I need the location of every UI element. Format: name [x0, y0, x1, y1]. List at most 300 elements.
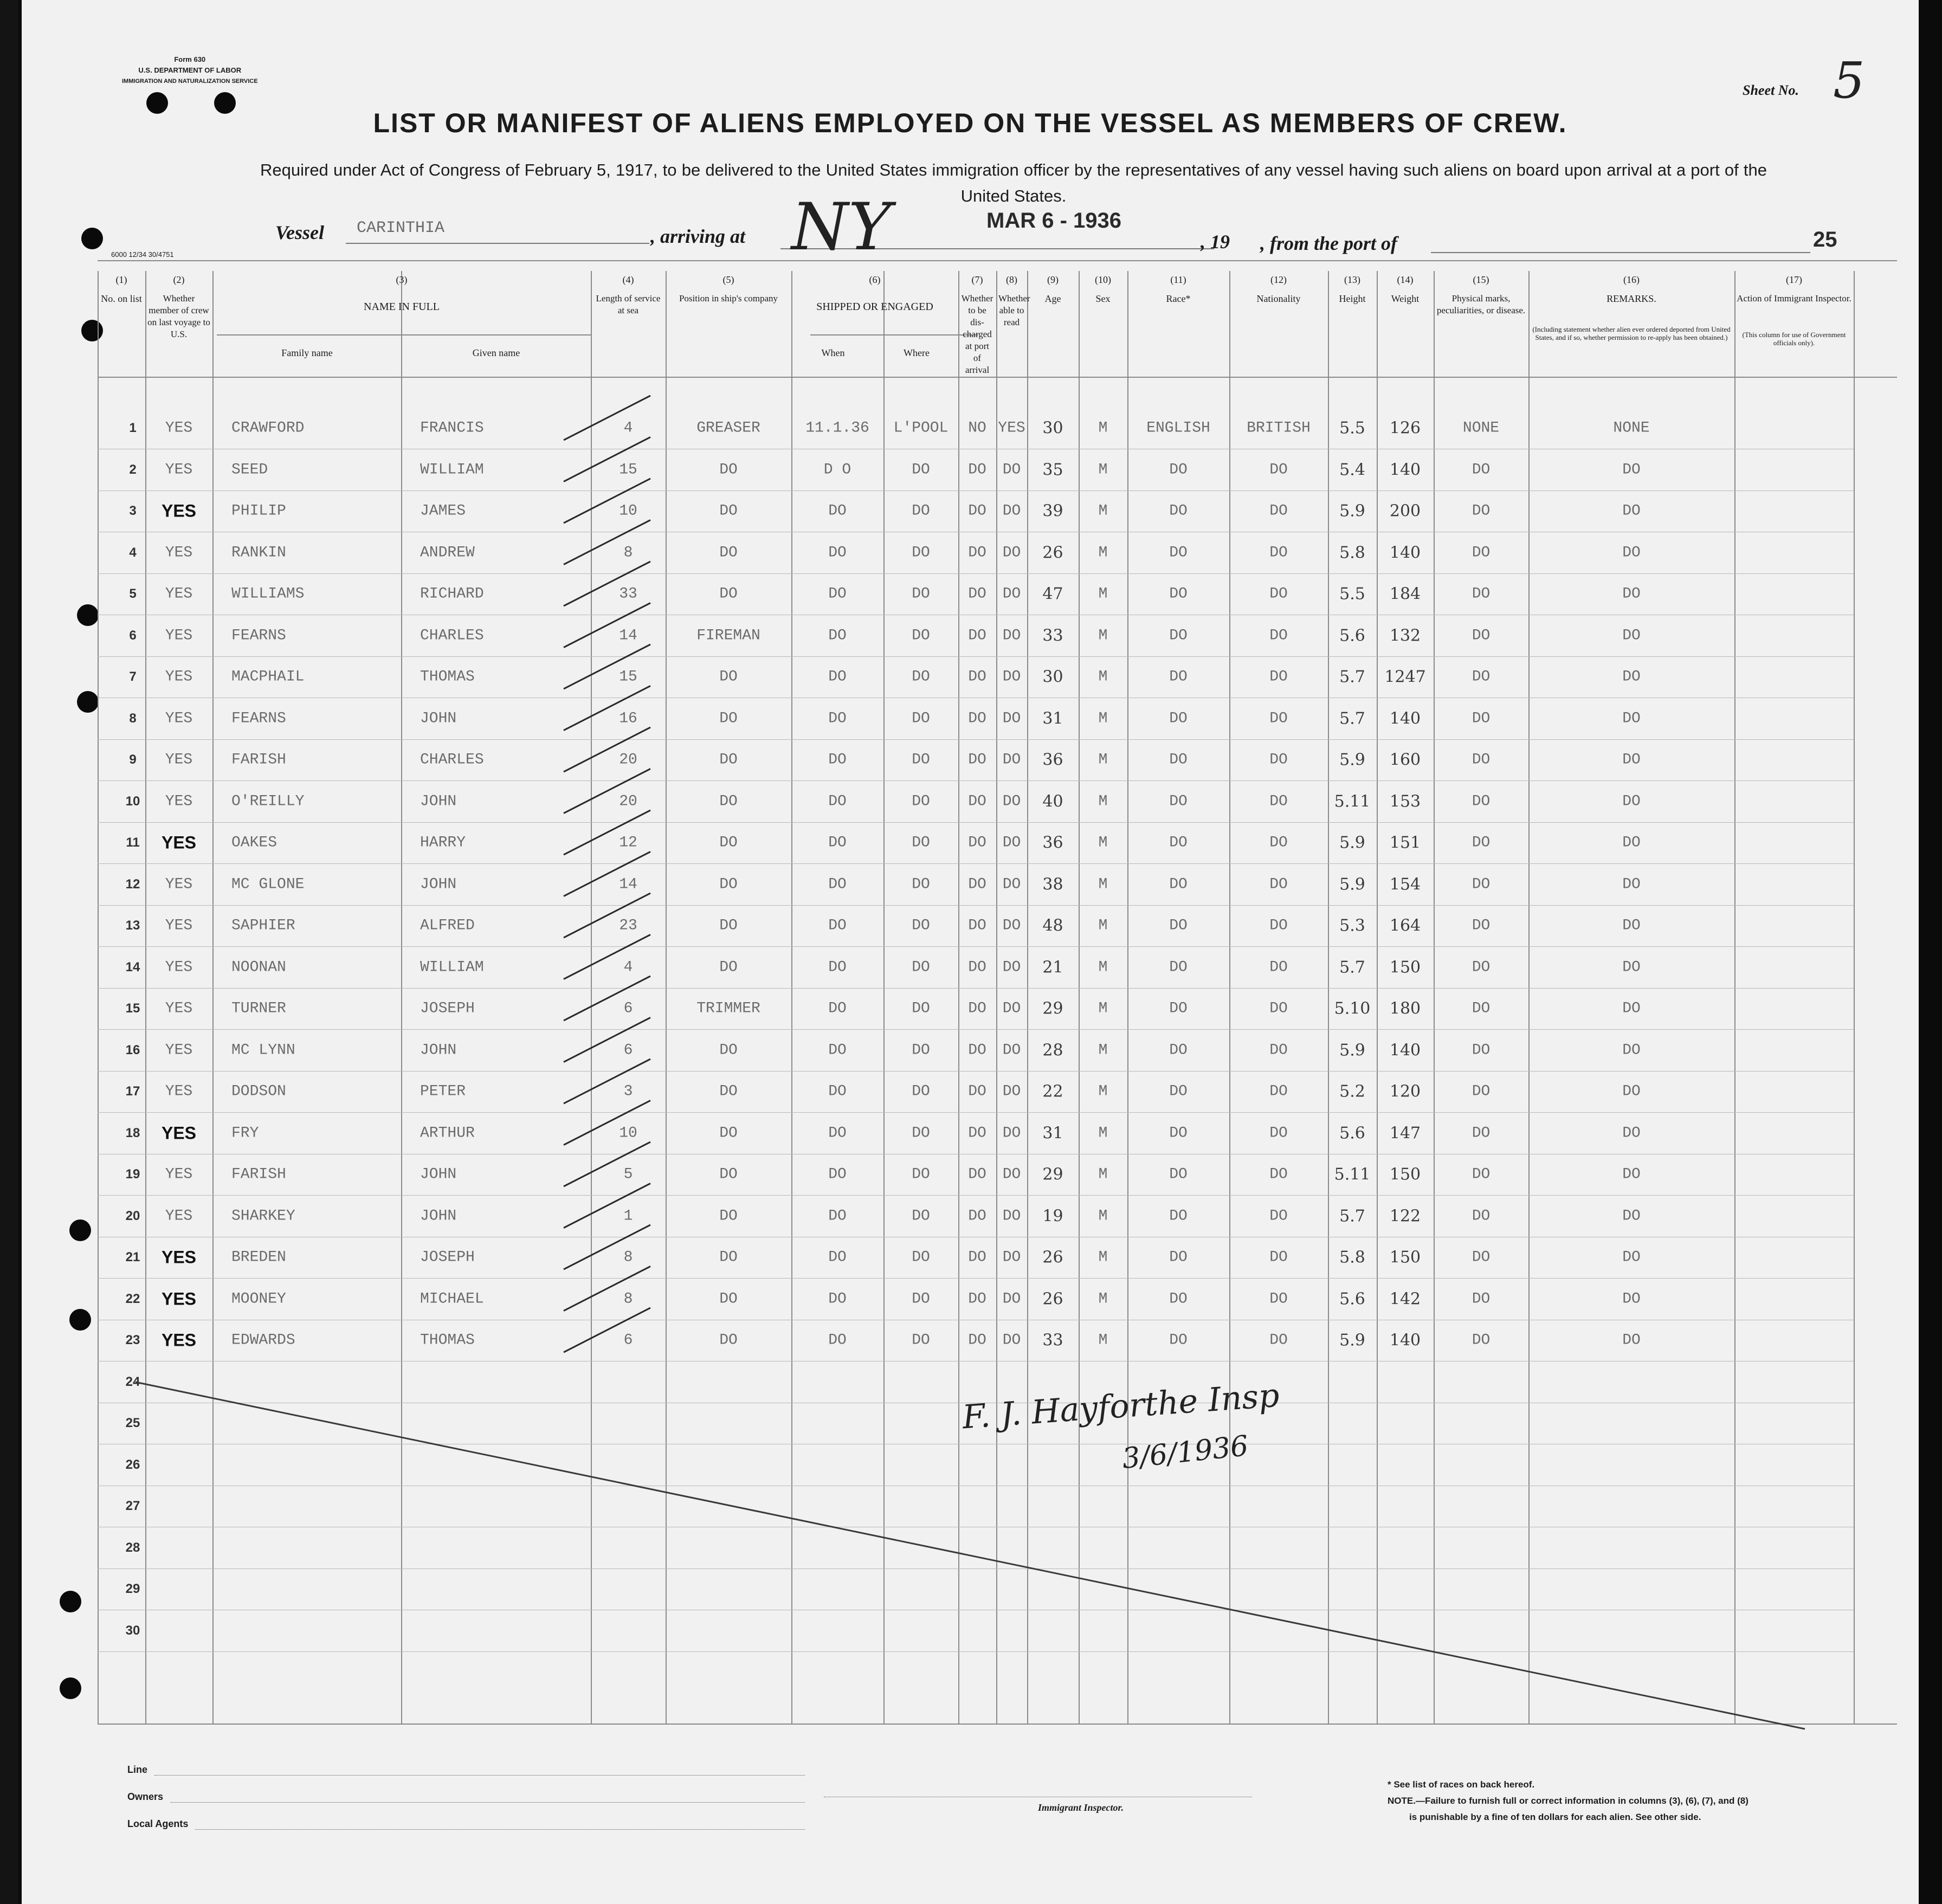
- cell-height: 5.9: [1339, 501, 1365, 521]
- cell-discharged: DO: [968, 1332, 986, 1349]
- cell-position: DO: [719, 1208, 738, 1224]
- row-number: 26: [125, 1457, 140, 1472]
- check-slash-mark: [564, 1267, 650, 1311]
- vessel-label: Vessel: [275, 222, 324, 243]
- cell-race: DO: [1169, 834, 1188, 851]
- department-name: U.S. DEPARTMENT OF LABOR: [138, 66, 242, 74]
- cell-nationality: DO: [1269, 917, 1288, 934]
- cell-age: 36: [1042, 833, 1063, 853]
- column-number: (11): [1170, 274, 1186, 285]
- cell-given: ARTHUR: [420, 1125, 475, 1141]
- cell-remarks: DO: [1622, 876, 1641, 893]
- cell-discharged: DO: [968, 917, 986, 934]
- cell-family: FARISH: [231, 1166, 286, 1183]
- cell-family: SEED: [231, 461, 268, 478]
- cell-where: DO: [912, 710, 930, 727]
- cell-when: DO: [828, 917, 847, 934]
- cell-read: DO: [1002, 461, 1021, 478]
- row-number: 13: [125, 918, 140, 933]
- cell-age: 26: [1042, 543, 1063, 562]
- column-label: Sex: [1095, 293, 1111, 304]
- column-number: (17): [1786, 274, 1802, 285]
- cell-discharged: DO: [968, 461, 986, 478]
- cell-service: 4: [623, 419, 633, 437]
- cell-family: RANKIN: [231, 544, 286, 561]
- cell-position: DO: [719, 585, 738, 603]
- cell-remarks: DO: [1622, 1042, 1641, 1059]
- cell-remarks: DO: [1622, 461, 1641, 478]
- page-subtitle: Required under Act of Congress of February 5, 1917, to be delivered to the United States immigration officer by the representatives of any vessel having such aliens on board upon arrival at a port of the United States.: [260, 160, 1767, 205]
- cell-race: ENGLISH: [1146, 419, 1210, 437]
- cell-weight: 164: [1389, 916, 1421, 935]
- inspector-signature: F. J. Hayforthe Insp: [961, 1376, 1281, 1437]
- column-label: Nationality: [1256, 293, 1301, 304]
- cell-sex: M: [1098, 627, 1108, 644]
- row-number: 11: [126, 835, 140, 850]
- cell-discharged: NO: [968, 419, 986, 437]
- cell-family: FEARNS: [231, 627, 286, 644]
- cell-family: FEARNS: [231, 710, 286, 727]
- cell-weight: 140: [1389, 543, 1421, 562]
- row-number: 7: [129, 669, 137, 684]
- cell-discharged: DO: [968, 710, 986, 727]
- column-note: (Including statement whether alien ever ordered deported from United States, and if so, whether permission to re-apply has been obtained.): [1532, 325, 1731, 341]
- cell-given: MICHAEL: [420, 1290, 484, 1307]
- cell-remarks: DO: [1622, 959, 1641, 976]
- cell-age: 36: [1042, 750, 1063, 770]
- cell-weight: 142: [1389, 1289, 1421, 1308]
- cell-position: DO: [719, 876, 738, 893]
- cell-crew: YES: [161, 1330, 197, 1350]
- cell-age: 33: [1042, 1331, 1063, 1350]
- cell-race: DO: [1169, 1249, 1188, 1266]
- cell-height: 5.3: [1339, 916, 1365, 935]
- cell-where: DO: [912, 917, 930, 934]
- cell-sex: M: [1098, 585, 1108, 603]
- cell-service: 20: [619, 793, 637, 810]
- cell-nationality: DO: [1269, 1249, 1288, 1266]
- cell-height: 5.8: [1339, 543, 1365, 562]
- cell-when: DO: [828, 544, 847, 561]
- cell-crew: YES: [165, 668, 193, 686]
- cell-remarks: DO: [1622, 668, 1641, 686]
- cell-read: DO: [1002, 1125, 1021, 1141]
- cell-position: FIREMAN: [696, 627, 760, 644]
- cell-given: JOHN: [420, 1042, 457, 1059]
- cell-when: DO: [828, 1332, 847, 1349]
- cell-age: 22: [1042, 1082, 1063, 1101]
- cell-given: JOHN: [420, 876, 457, 893]
- cell-sex: M: [1098, 876, 1108, 893]
- cell-given: RICHARD: [420, 585, 484, 603]
- local-agents-label: Local Agents: [127, 1818, 189, 1829]
- cell-where: DO: [912, 959, 930, 976]
- signature-date: 3/6/1936: [1120, 1429, 1250, 1476]
- cell-sex: M: [1098, 751, 1108, 769]
- cell-given: JOHN: [420, 1208, 457, 1224]
- cell-when: DO: [828, 1083, 847, 1100]
- cell-weight: 154: [1389, 875, 1421, 894]
- cell-race: DO: [1169, 1083, 1188, 1100]
- cell-where: DO: [912, 876, 930, 893]
- cell-service: 14: [619, 876, 637, 893]
- cell-marks: DO: [1472, 1125, 1491, 1141]
- cell-age: 39: [1042, 501, 1063, 521]
- cell-crew: YES: [165, 876, 193, 893]
- cell-discharged: DO: [968, 1042, 986, 1059]
- cell-family: MOONEY: [231, 1290, 286, 1307]
- cell-crew: YES: [161, 832, 197, 853]
- cell-remarks: DO: [1622, 1125, 1641, 1141]
- cell-weight: 160: [1389, 750, 1421, 770]
- cell-service: 1: [623, 1208, 633, 1224]
- cell-age: 30: [1042, 667, 1063, 687]
- cell-position: DO: [719, 502, 738, 520]
- cell-read: DO: [1002, 1208, 1021, 1224]
- cell-service: 6: [623, 1332, 633, 1349]
- cell-service: 8: [623, 1249, 633, 1266]
- cell-age: 29: [1042, 1165, 1063, 1184]
- cell-weight: 120: [1389, 1082, 1421, 1101]
- cell-sex: M: [1098, 834, 1108, 851]
- cell-read: DO: [1002, 917, 1021, 934]
- cell-where: DO: [912, 1083, 930, 1100]
- cell-remarks: DO: [1622, 834, 1641, 851]
- cell-remarks: DO: [1622, 627, 1641, 644]
- cell-position: DO: [719, 959, 738, 976]
- cell-crew: YES: [161, 1289, 197, 1308]
- cell-read: DO: [1002, 793, 1021, 810]
- cell-discharged: DO: [968, 1208, 986, 1224]
- row-number: 15: [125, 1001, 140, 1016]
- cell-nationality: DO: [1269, 1208, 1288, 1224]
- cell-age: 28: [1042, 1041, 1063, 1060]
- row-number: 23: [125, 1333, 140, 1347]
- cell-position: DO: [719, 793, 738, 810]
- row-number: 16: [125, 1042, 140, 1057]
- row-number: 12: [125, 876, 140, 892]
- column-number: (10): [1095, 274, 1111, 285]
- cell-nationality: BRITISH: [1247, 419, 1311, 437]
- cell-sex: M: [1098, 668, 1108, 686]
- row-number: 8: [129, 711, 137, 726]
- cell-where: DO: [912, 834, 930, 851]
- cell-marks: DO: [1472, 1208, 1491, 1224]
- cell-when: DO: [828, 1290, 847, 1307]
- penalty-note-2: is punishable by a fine of ten dollars for each alien. See other side.: [1409, 1812, 1701, 1822]
- cell-when: DO: [828, 959, 847, 976]
- cell-given: CHARLES: [420, 751, 484, 769]
- cell-crew: YES: [165, 585, 193, 603]
- cell-crew: YES: [165, 710, 193, 727]
- cell-height: 5.7: [1339, 958, 1365, 977]
- check-slash-mark: [564, 396, 650, 440]
- cell-where: DO: [912, 1249, 930, 1266]
- cell-when: DO: [828, 1125, 847, 1141]
- cell-position: DO: [719, 461, 738, 478]
- column-label: NAME IN FULL: [364, 301, 440, 313]
- cell-nationality: DO: [1269, 502, 1288, 520]
- cell-race: DO: [1169, 1208, 1188, 1224]
- cell-race: DO: [1169, 917, 1188, 934]
- cell-sex: M: [1098, 1332, 1108, 1349]
- row-number: 27: [125, 1499, 140, 1513]
- cell-crew: YES: [165, 419, 193, 437]
- cell-weight: 147: [1389, 1124, 1421, 1143]
- cell-weight: 150: [1389, 1165, 1421, 1184]
- cell-race: DO: [1169, 668, 1188, 686]
- cell-marks: DO: [1472, 544, 1491, 561]
- cell-sex: M: [1098, 793, 1108, 810]
- cell-family: SHARKEY: [231, 1208, 295, 1224]
- cell-discharged: DO: [968, 627, 986, 644]
- cell-discharged: DO: [968, 502, 986, 520]
- column-label: Whether able to read: [998, 293, 1030, 327]
- cell-nationality: DO: [1269, 959, 1288, 976]
- cell-weight: 126: [1389, 418, 1421, 438]
- cell-race: DO: [1169, 1000, 1188, 1017]
- cell-discharged: DO: [968, 544, 986, 561]
- cell-nationality: DO: [1269, 834, 1288, 851]
- check-slash-mark: [564, 1308, 650, 1352]
- cell-height: 5.6: [1339, 1289, 1365, 1308]
- cell-race: DO: [1169, 544, 1188, 561]
- penalty-note-1: NOTE.—Failure to furnish full or correct information in columns (3), (6), (7), and (8): [1388, 1796, 1749, 1806]
- cell-height: 5.6: [1339, 1124, 1365, 1143]
- cell-when: DO: [828, 1166, 847, 1183]
- cell-height: 5.10: [1334, 999, 1371, 1018]
- cell-nationality: DO: [1269, 1125, 1288, 1141]
- cell-given: JAMES: [420, 502, 466, 520]
- row-number: 22: [125, 1291, 140, 1306]
- cell-remarks: DO: [1622, 751, 1641, 769]
- cell-service: 6: [623, 1000, 633, 1017]
- cell-sex: M: [1098, 419, 1108, 437]
- row-number: 6: [129, 628, 137, 643]
- cell-race: DO: [1169, 627, 1188, 644]
- cell-height: 5.2: [1339, 1082, 1365, 1101]
- cell-crew: YES: [161, 501, 197, 521]
- row-number: 10: [125, 793, 140, 809]
- column-sublabel: Where: [904, 347, 930, 358]
- cell-position: DO: [719, 668, 738, 686]
- vessel-name: CARINTHIA: [357, 219, 445, 237]
- cell-marks: DO: [1472, 1332, 1491, 1349]
- cell-given: JOSEPH: [420, 1249, 475, 1266]
- cell-nationality: DO: [1269, 1083, 1288, 1100]
- cell-family: MC GLONE: [231, 876, 305, 893]
- cell-service: 14: [619, 627, 637, 644]
- row-number: 1: [129, 421, 137, 435]
- cell-marks: DO: [1472, 1166, 1491, 1183]
- cell-position: DO: [719, 544, 738, 561]
- cell-remarks: DO: [1622, 585, 1641, 603]
- cell-family: BREDEN: [231, 1249, 286, 1266]
- cell-family: FRY: [231, 1125, 259, 1141]
- cell-crew: YES: [161, 1123, 197, 1143]
- cell-discharged: DO: [968, 876, 986, 893]
- cell-read: DO: [1002, 544, 1021, 561]
- check-slash-mark: [564, 893, 650, 938]
- column-number: (16): [1623, 274, 1640, 285]
- cell-read: DO: [1002, 1042, 1021, 1059]
- cell-marks: DO: [1472, 1042, 1491, 1059]
- cell-crew: YES: [165, 627, 193, 644]
- check-slash-mark: [564, 520, 650, 565]
- cell-age: 30: [1042, 418, 1063, 438]
- cell-service: 3: [623, 1083, 633, 1100]
- column-number: (7): [971, 274, 983, 285]
- line-underline: [154, 1775, 805, 1776]
- cell-read: DO: [1002, 710, 1021, 727]
- cell-read: DO: [1002, 668, 1021, 686]
- cell-remarks: DO: [1622, 710, 1641, 727]
- cell-given: HARRY: [420, 834, 466, 851]
- cell-remarks: DO: [1622, 1332, 1641, 1349]
- cell-read: DO: [1002, 1083, 1021, 1100]
- sheet-label: Sheet No.: [1743, 82, 1799, 98]
- arriving-label: , arriving at: [650, 225, 746, 247]
- column-note: (This column for use of Government officials only).: [1742, 331, 1846, 347]
- cell-race: DO: [1169, 1290, 1188, 1307]
- check-slash-mark: [564, 561, 650, 606]
- cell-family: FARISH: [231, 751, 286, 769]
- column-number: (1): [115, 274, 127, 285]
- cell-marks: NONE: [1462, 419, 1500, 437]
- cell-marks: DO: [1472, 585, 1491, 603]
- row-number: 28: [125, 1540, 140, 1555]
- cell-given: WILLIAM: [420, 461, 484, 478]
- cell-where: DO: [912, 751, 930, 769]
- cell-race: DO: [1169, 751, 1188, 769]
- cell-remarks: DO: [1622, 544, 1641, 561]
- cell-marks: DO: [1472, 502, 1491, 520]
- cell-given: CHARLES: [420, 627, 484, 644]
- cell-service: 10: [619, 1125, 637, 1141]
- cell-remarks: DO: [1622, 1000, 1641, 1017]
- cell-read: YES: [998, 419, 1025, 437]
- cell-position: DO: [719, 834, 738, 851]
- cell-crew: YES: [161, 1247, 197, 1267]
- cell-where: DO: [912, 1125, 930, 1141]
- row-number: 2: [129, 462, 137, 477]
- cell-remarks: DO: [1622, 1249, 1641, 1266]
- cell-nationality: DO: [1269, 1332, 1288, 1349]
- cell-when: DO: [828, 834, 847, 851]
- check-slash-mark: [564, 479, 650, 523]
- cell-remarks: DO: [1622, 1290, 1641, 1307]
- column-number: (9): [1047, 274, 1059, 285]
- cell-sex: M: [1098, 502, 1108, 520]
- cell-given: FRANCIS: [420, 419, 484, 437]
- cell-read: DO: [1002, 1290, 1021, 1307]
- check-slash-mark: [564, 1225, 650, 1269]
- check-slash-mark: [564, 437, 650, 482]
- cell-age: 31: [1042, 1124, 1063, 1143]
- cell-position: DO: [719, 751, 738, 769]
- cell-service: 16: [619, 710, 637, 727]
- cell-discharged: DO: [968, 959, 986, 976]
- cell-discharged: DO: [968, 793, 986, 810]
- cell-where: DO: [912, 1290, 930, 1307]
- cell-weight: 140: [1389, 1331, 1421, 1350]
- cell-read: DO: [1002, 1166, 1021, 1183]
- cell-given: JOSEPH: [420, 1000, 475, 1017]
- cell-discharged: DO: [968, 834, 986, 851]
- cell-service: 15: [619, 668, 637, 686]
- cell-discharged: DO: [968, 668, 986, 686]
- manifest-page: [22, 0, 1919, 1904]
- column-number: (12): [1270, 274, 1287, 285]
- cell-marks: DO: [1472, 793, 1491, 810]
- cell-when: DO: [828, 710, 847, 727]
- cell-height: 5.9: [1339, 1041, 1365, 1060]
- cell-discharged: DO: [968, 585, 986, 603]
- check-slash-mark: [564, 644, 650, 689]
- cell-age: 29: [1042, 999, 1063, 1018]
- cell-read: DO: [1002, 627, 1021, 644]
- cell-height: 5.9: [1339, 833, 1365, 853]
- cell-crew: YES: [165, 959, 193, 976]
- cell-age: 31: [1042, 709, 1063, 728]
- cell-weight: 150: [1389, 958, 1421, 977]
- cell-marks: DO: [1472, 876, 1491, 893]
- cell-read: DO: [1002, 959, 1021, 976]
- cell-remarks: DO: [1622, 1208, 1641, 1224]
- cell-given: JOHN: [420, 710, 457, 727]
- column-label: Height: [1339, 293, 1366, 304]
- check-slash-mark: [564, 727, 650, 772]
- cell-marks: DO: [1472, 1083, 1491, 1100]
- line-label: Line: [127, 1764, 148, 1775]
- cell-weight: 140: [1389, 709, 1421, 728]
- row-number: 4: [129, 545, 137, 560]
- cell-family: OAKES: [231, 834, 278, 851]
- column-label: Action of Immigrant Inspector.: [1737, 293, 1851, 304]
- cell-where: DO: [912, 1332, 930, 1349]
- row-number: 17: [125, 1084, 140, 1099]
- cell-where: DO: [912, 585, 930, 603]
- cell-sex: M: [1098, 1125, 1108, 1141]
- cell-marks: DO: [1472, 834, 1491, 851]
- check-slash-mark: [564, 769, 650, 814]
- row-number: 25: [125, 1416, 140, 1430]
- page-count: 25: [1813, 228, 1837, 251]
- cell-where: DO: [912, 668, 930, 686]
- cell-family: O'REILLY: [231, 793, 305, 810]
- annotation-marks: [22, 0, 1919, 1904]
- cell-height: 5.8: [1339, 1248, 1365, 1267]
- row-number: 9: [129, 752, 137, 767]
- cell-race: DO: [1169, 1125, 1188, 1141]
- cell-nationality: DO: [1269, 1166, 1288, 1183]
- from-port-label: , from the port of: [1260, 233, 1398, 254]
- cell-family: SAPHIER: [231, 917, 295, 934]
- cell-age: 33: [1042, 626, 1063, 645]
- row-number: 14: [125, 959, 140, 974]
- cell-age: 26: [1042, 1248, 1063, 1267]
- row-number: 29: [125, 1582, 140, 1596]
- cell-remarks: DO: [1622, 793, 1641, 810]
- cell-where: DO: [912, 502, 930, 520]
- cell-where: DO: [912, 793, 930, 810]
- cell-crew: YES: [165, 1042, 193, 1059]
- cell-sex: M: [1098, 959, 1108, 976]
- cell-height: 5.7: [1339, 709, 1365, 728]
- cell-position: TRIMMER: [696, 1000, 760, 1017]
- cell-when: DO: [828, 1000, 847, 1017]
- cell-marks: DO: [1472, 1249, 1491, 1266]
